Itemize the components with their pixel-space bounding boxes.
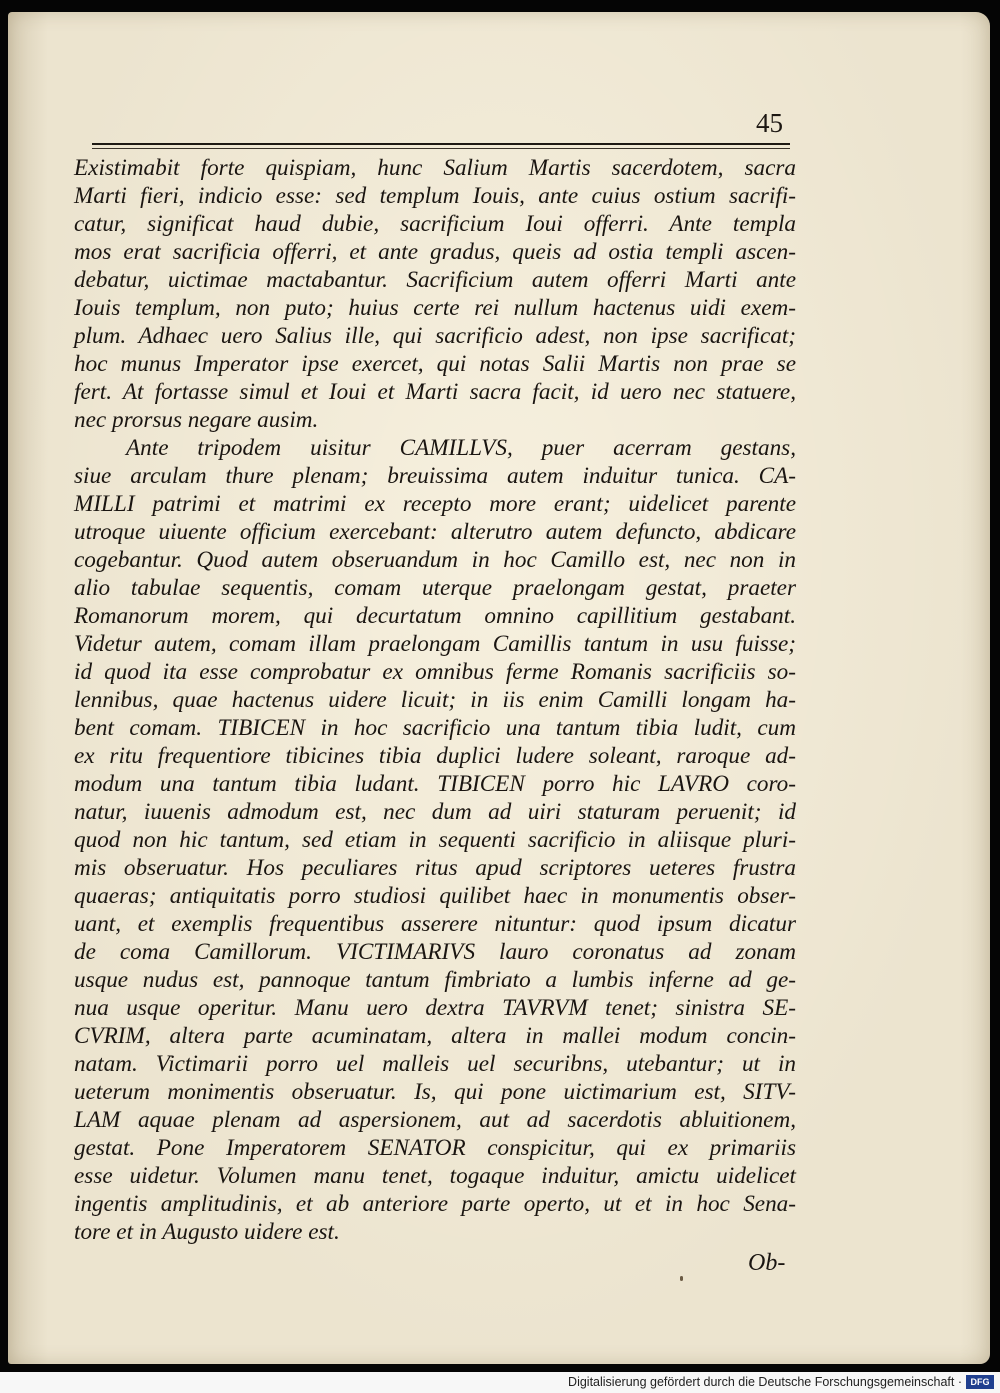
text-line: bent comam. TIBICEN in hoc sacrificio una tantum tibia ludit, cum bbox=[74, 715, 796, 741]
text-line: mos erat sacrificia offerri, et ante gradus, queis ad ostia templi ascen- bbox=[74, 239, 796, 265]
text-line: ex ritu frequentiore tibicines tibia duplici ludere soleant, raroque ad- bbox=[74, 743, 796, 769]
page-number: 45 bbox=[756, 108, 783, 138]
digitization-footer bbox=[0, 1372, 1000, 1393]
text-line: CVRIM, altera parte acuminatam, altera in mallei modum concin- bbox=[74, 1023, 796, 1049]
text-line: Existimabit forte quispiam, hunc Salium Martis sacerdotem, sacra bbox=[74, 155, 796, 181]
text-line: LAM aquae plenam ad aspersionem, aut ad sacerdotis abluitionem, bbox=[74, 1107, 796, 1133]
text-line: Marti fieri, indicio esse: sed templum Iouis, ante cuius ostium sacrifi- bbox=[74, 183, 796, 209]
text-line: lennibus, quae hactenus uidere licuit; in iis enim Camilli longam ha- bbox=[74, 687, 796, 713]
text-line: mis obseruatur. Hos peculiares ritus apud scriptores ueteres frustra bbox=[74, 855, 796, 881]
text-line: quod non hic tantum, sed etiam in sequenti sacrificio in aliisque pluri- bbox=[74, 827, 796, 853]
body-text bbox=[74, 154, 796, 1246]
text-line: Videtur autem, comam illam praelongam Camillis tantum in usu fuisse; bbox=[74, 631, 796, 657]
text-line: nec prorsus negare ausim. bbox=[74, 407, 319, 433]
text-line: alio tabulae sequentis, comam uterque praelongam gestat, praeter bbox=[74, 575, 796, 601]
text-line: siue arculam thure plenam; breuissima autem induitur tunica. CA- bbox=[74, 463, 796, 489]
header-rule bbox=[92, 143, 790, 145]
text-line: de coma Camillorum. VICTIMARIVS lauro coronatus ad zonam bbox=[74, 939, 796, 965]
text-line: natam. Victimarii porro uel malleis uel securibns, utebantur; ut in bbox=[74, 1051, 796, 1077]
text-line: Iouis templum, non puto; huius certe rei nullum hactenus uidi exem- bbox=[74, 295, 796, 321]
text-line: usque nudus est, pannoque tantum fimbriato a lumbis inferne ad ge- bbox=[74, 967, 796, 993]
book-page bbox=[8, 12, 990, 1364]
text-line: hoc munus Imperator ipse exercet, qui notas Salii Martis non prae se bbox=[74, 351, 796, 377]
text-line: utroque uiuente officium exercebant: alterutro autem defuncto, abdicare bbox=[74, 519, 796, 545]
text-line: id quod ita esse comprobatur ex omnibus ferme Romanis sacrificiis so- bbox=[74, 659, 796, 685]
text-line: MILLI patrimi et matrimi ex recepto more erant; uidelicet parente bbox=[74, 491, 796, 517]
text-line: Romanorum morem, qui decurtatum omnino capillitium gestabant. bbox=[74, 603, 796, 629]
text-line: natur, iuuenis admodum est, nec dum ad uiri staturam peruenit; id bbox=[74, 799, 796, 825]
text-line: quaeras; antiquitatis porro studiosi quilibet haec in monumentis obser- bbox=[74, 883, 796, 909]
text-line: esse uidetur. Volumen manu tenet, togaque induitur, amictu uidelicet bbox=[74, 1163, 796, 1189]
text-line: plum. Adhaec uero Salius ille, qui sacrificio adest, non ipse sacrificat; bbox=[74, 323, 796, 349]
text-line: ueterum monimentis obseruatur. Is, qui pone uictimarium est, SITV- bbox=[74, 1079, 796, 1105]
header-rule-thin bbox=[92, 148, 790, 149]
text-line: uant, et exemplis frequentibus asserere nituntur: quod ipsum dicatur bbox=[74, 911, 796, 937]
catchword: Ob- bbox=[748, 1250, 786, 1276]
text-line: catur, significat haud dubie, sacrificium Ioui offerri. Ante templa bbox=[74, 211, 796, 237]
text-line: gestat. Pone Imperatorem SENATOR conspicitur, qui ex primariis bbox=[74, 1135, 796, 1161]
text-line: ingentis amplitudinis, et ab anteriore parte operto, ut et in hoc Sena- bbox=[74, 1191, 796, 1217]
text-line: cogebantur. Quod autem obseruandum in hoc Camillo est, nec non in bbox=[74, 547, 796, 573]
text-line: debatur, uictimae mactabantur. Sacrificium autem offerri Marti ante bbox=[74, 267, 796, 293]
text-line: nua usque operitur. Manu uero dextra TAVRVM tenet; sinistra SE- bbox=[74, 995, 796, 1021]
funding-credit: Digitalisierung gefördert durch die Deutsche Forschungsgemeinschaft · bbox=[568, 1375, 962, 1389]
paper-speck bbox=[680, 1276, 683, 1281]
dfg-logo: DFG bbox=[966, 1375, 994, 1389]
text-line: Ante tripodem uisitur CAMILLVS, puer acerram gestans, bbox=[126, 435, 796, 461]
text-line: tore et in Augusto uidere est. bbox=[74, 1219, 340, 1245]
text-line: modum una tantum tibia ludant. TIBICEN porro hic LAVRO coro- bbox=[74, 771, 796, 797]
text-line: fert. At fortasse simul et Ioui et Marti sacra facit, id uero nec statuere, bbox=[74, 379, 796, 405]
